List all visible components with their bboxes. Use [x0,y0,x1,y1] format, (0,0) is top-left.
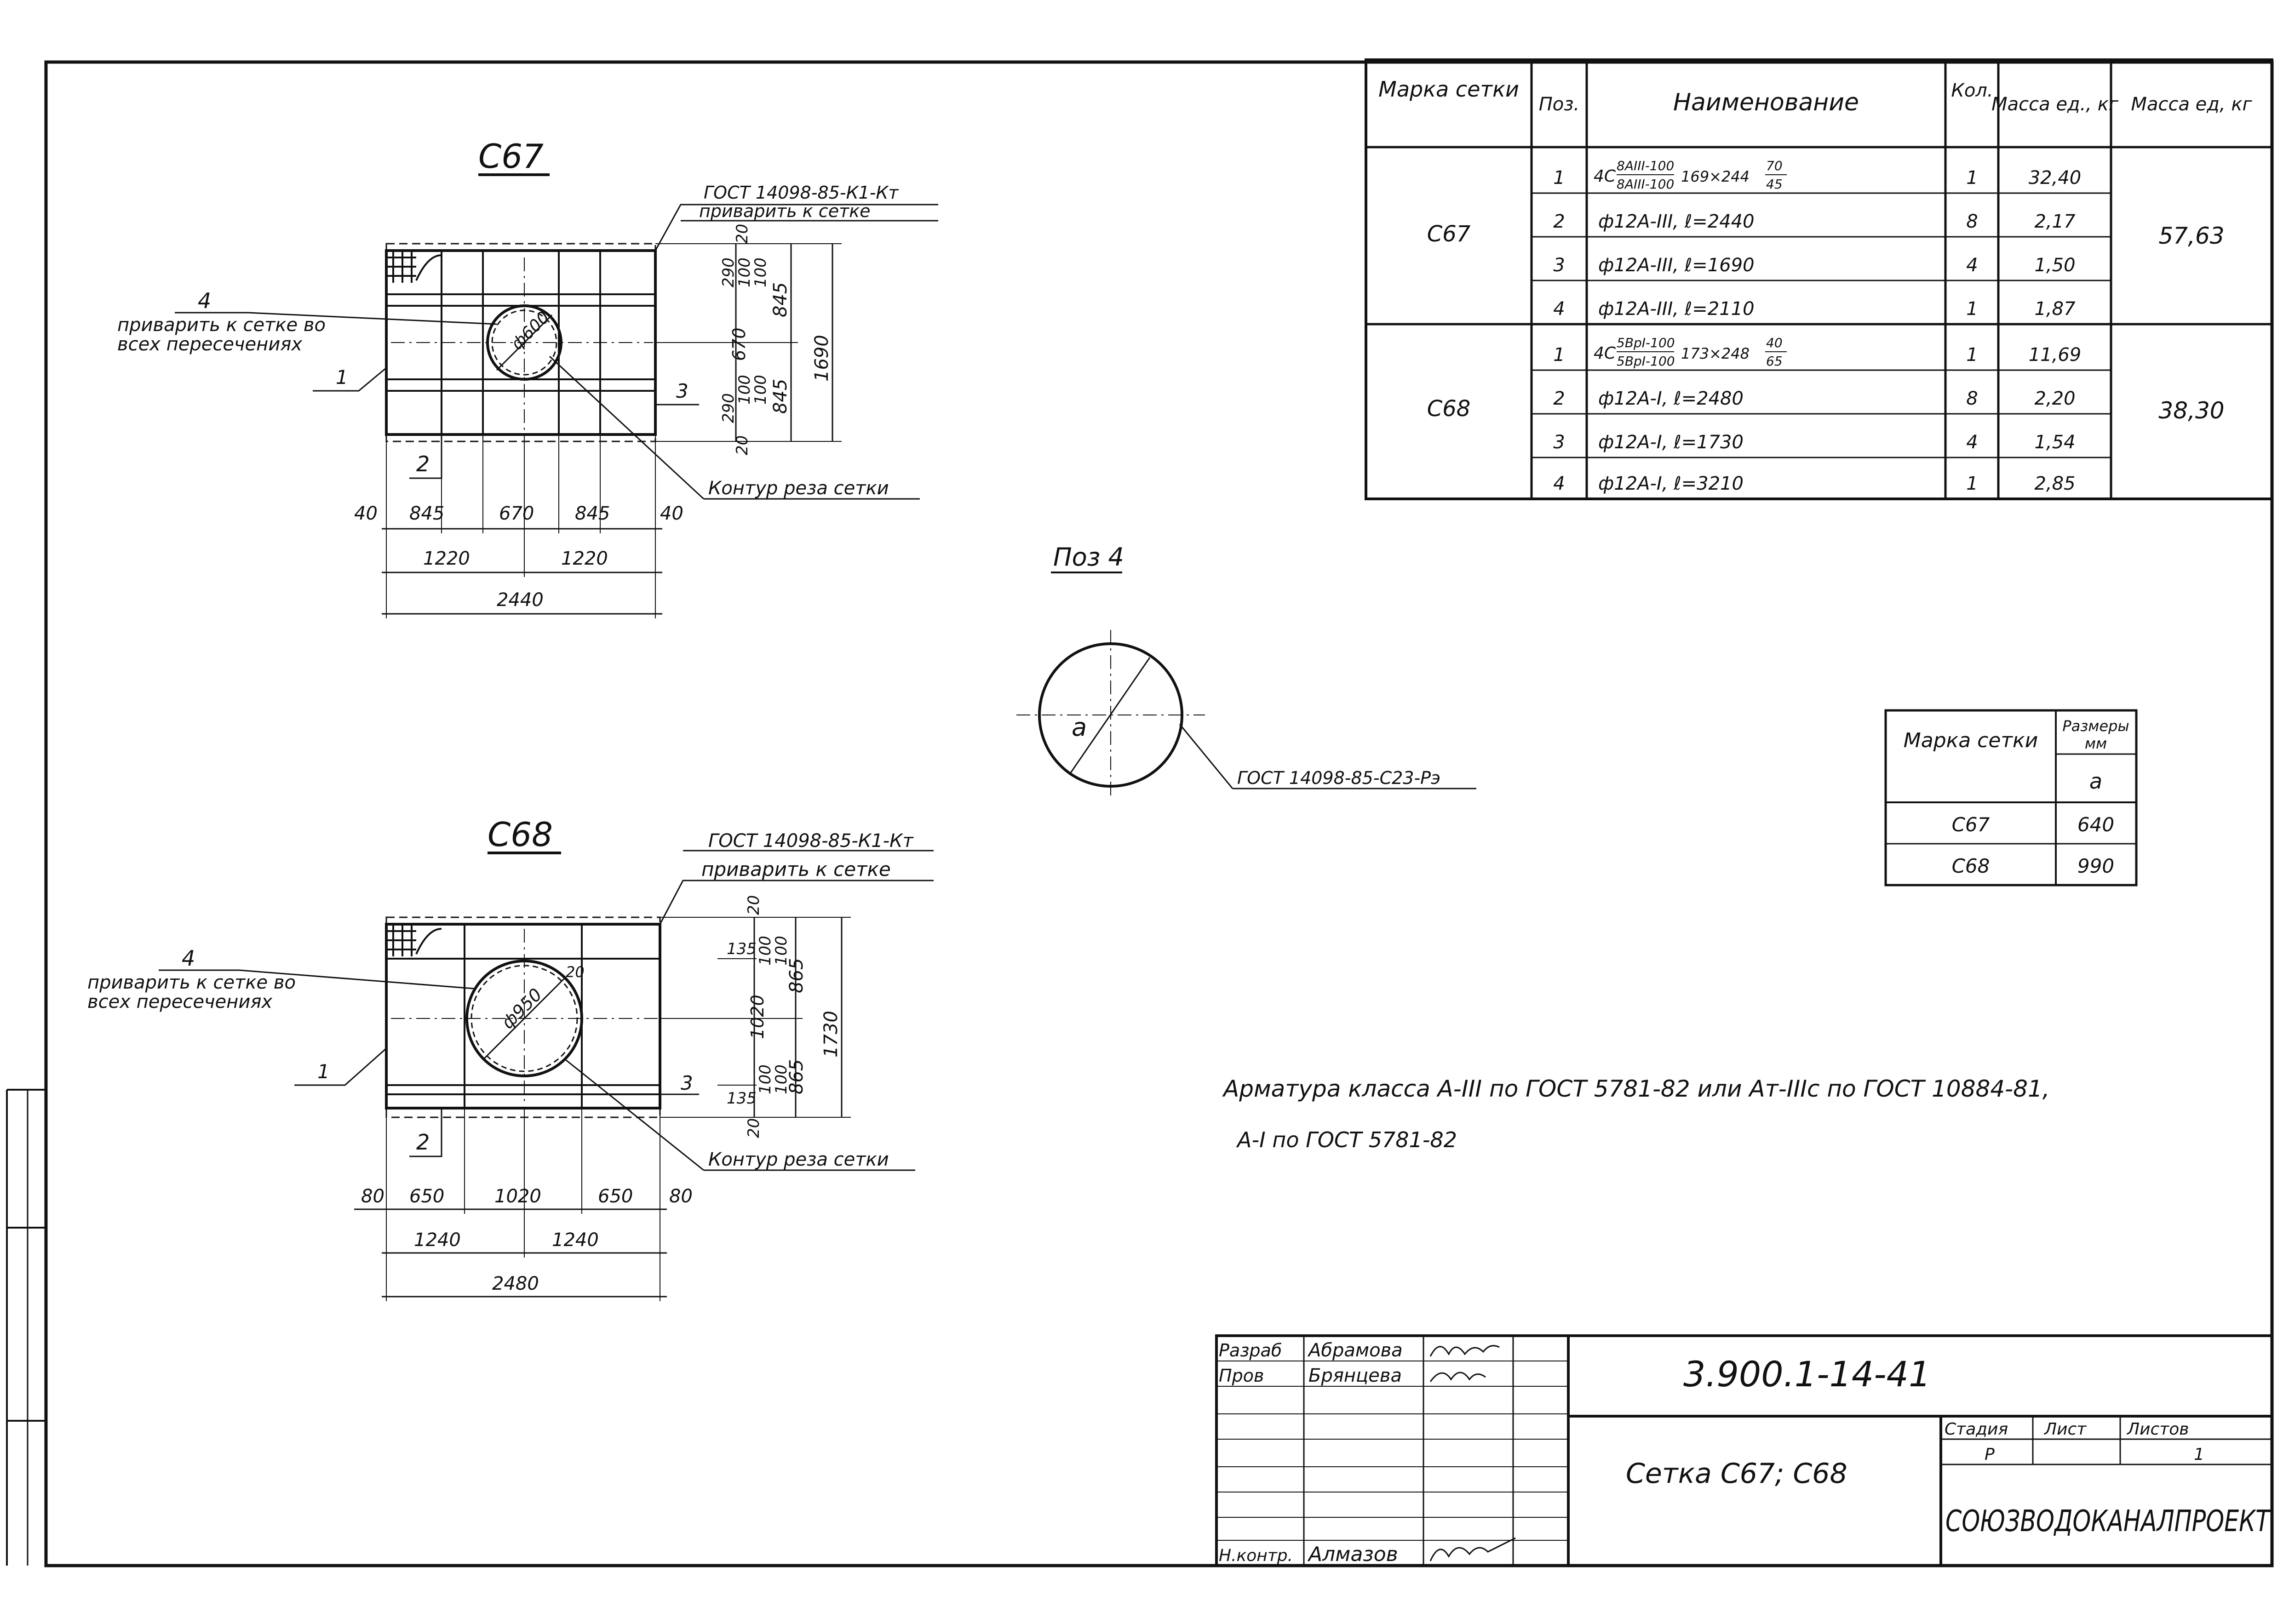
c67-title: С67 [478,137,544,176]
c67-dim-right: 290 [719,257,738,287]
c68-dim-right: 20 [745,1118,763,1138]
spec-name-num: 5ВрI-100 [1617,335,1675,350]
pos4-gost: ГОСТ 14098-85-С23-Рэ [1237,768,1440,788]
tb-sheets-label: Листов [2127,1420,2189,1439]
spec-total-c67: 57,63 [2158,223,2225,249]
c67-dim-total: 2440 [497,589,544,611]
size-header-mark: Марка сетки [1903,729,2038,752]
spec-mass: 11,69 [2028,344,2082,366]
spec-name-pre: 4С [1594,344,1616,363]
c67-pos4-note-1: приварить к сетке во [117,315,326,336]
spec-mass: 32,40 [2028,167,2082,189]
spec-mass: 1,54 [2034,432,2076,453]
note-line-2: А-I по ГОСТ 5781-82 [1237,1127,1457,1152]
c68-cut-contour: Контур реза сетки [708,1149,889,1170]
spec-pos: 1 [1553,344,1565,366]
c68-hole-dia: ф950 [497,984,546,1033]
size-a: 990 [2077,855,2115,877]
c68-dim-half: 1240 [552,1229,599,1251]
tb-razrab-name: Абрамова [1308,1340,1403,1361]
c67-dim-right: 670 [729,327,749,361]
tb-doc-number: 3.900.1-14-41 [1683,1354,1931,1395]
c68-pos4-note-2: всех пересечениях [87,991,273,1012]
c67-pos1-label: 1 [336,366,348,389]
c68-dim-right: 1020 [747,995,768,1039]
spec-name-den: 8АIII-100 [1617,177,1675,192]
c68-dim-right: 20 [745,895,763,915]
tb-stage: Р [1985,1445,1995,1464]
signature-nkontr [1430,1538,1515,1561]
spec-header-mark: Марка сетки [1378,77,1519,102]
spec-header-qty: Кол. [1951,80,1993,101]
spec-header-pos: Поз. [1538,94,1580,115]
c67-pos2-label: 2 [416,452,430,476]
c68-dim-bottom: 80 [361,1186,384,1207]
c67-cut-contour: Контур реза сетки [708,478,889,499]
spec-mark-c67: С67 [1427,221,1471,247]
c68-arc-20: 20 [566,963,585,981]
spec-qty: 8 [1966,388,1978,409]
c68-dim-right-mid: 865 [786,1059,807,1094]
spec-table [1366,60,2272,499]
pos4-dim-a: а [1072,713,1087,742]
c67-dim-bottom: 40 [354,503,378,524]
signature-razrab [1430,1346,1499,1356]
spec-name-fden: 65 [1766,354,1783,369]
tb-sheet-label: Лист [2044,1420,2087,1439]
spec-mass: 2,20 [2034,388,2076,409]
spec-pos: 3 [1553,432,1565,453]
c67-dim-half: 1220 [423,548,470,569]
tb-sheet-title: Сетка С67; С68 [1626,1458,1847,1490]
spec-header-mass-unit: Масса ед., кг [1991,94,2118,115]
tb-org: СОЮЗВОДОКАНАЛПРОЕКТ [1945,1504,2272,1538]
c68-dim-right: 135 [727,1089,757,1108]
size-mark: С68 [1951,855,1990,877]
spec-pos: 2 [1553,211,1565,232]
spec-name-fnum: 40 [1766,335,1783,350]
c68-title: С68 [488,815,553,854]
spec-qty: 4 [1966,432,1978,453]
c68-dim-half: 1240 [414,1229,461,1251]
c67-gost-label: ГОСТ 14098-85-К1-Кт [704,183,899,203]
spec-total-c68: 38,30 [2158,397,2225,424]
spec-pos: 1 [1553,167,1565,189]
c68-pos2-label: 2 [416,1130,430,1155]
note-line-1: Арматура класса А-III по ГОСТ 5781-82 или Ат-IIIс по ГОСТ 10884-81, [1223,1075,2050,1102]
spec-header-mass-total: Масса ед, кг [2131,94,2252,115]
pos4-title: Поз 4 [1053,543,1124,572]
c68-dim-bottom: 80 [669,1186,693,1207]
c68-dim-total: 2480 [492,1273,539,1294]
c67-dim-half: 1220 [561,548,608,569]
c68-dim-right-mid: 865 [786,958,807,993]
sheet-frame [46,62,2272,1566]
c67-dim-right: 100 [752,257,770,287]
tb-sheets: 1 [2194,1445,2204,1464]
spec-pos: 2 [1553,388,1565,409]
spec-mass: 2,17 [2034,211,2076,232]
c68-dim-right-total: 1730 [820,1011,842,1058]
c67-dim-bottom: 845 [409,503,445,524]
c68-pos4-label: 4 [182,946,195,971]
c68-corner-grid [386,924,442,956]
spec-name: ф12А-I, ℓ=2480 [1598,388,1744,409]
spec-mass: 1,87 [2034,298,2076,320]
spec-name-mid: 169×244 [1681,168,1750,185]
c67-dim-right: 20 [733,435,752,455]
spec-qty: 1 [1966,167,1978,189]
c68-dim-right: 100 [772,936,791,966]
pos4-detail [1016,543,1476,800]
c67-weld-label: приварить к сетке [699,201,871,221]
mesh-c67-drawing [117,137,938,618]
c67-pos4-note-2: всех пересечениях [117,334,303,355]
c68-dim-bottom: 1020 [494,1186,541,1207]
spec-name-den: 5ВрI-100 [1617,354,1675,369]
mesh-c68-drawing [87,815,934,1301]
c68-pos4-note-1: приварить к сетке во [87,972,296,993]
tb-razrab-label: Разраб [1219,1340,1282,1361]
spec-name: ф12А-III, ℓ=2110 [1598,298,1755,320]
spec-pos: 4 [1553,298,1565,320]
c68-dim-bottom: 650 [598,1186,633,1207]
c67-dim-right-mid: 845 [770,282,791,317]
c68-weld-label: приварить к сетке [701,858,891,881]
c67-dim-right: 100 [752,375,770,405]
c67-pos4-label: 4 [198,288,212,313]
c68-dim-bottom: 650 [409,1186,445,1207]
tb-stage-label: Стадия [1945,1420,2008,1439]
size-header-sizes: Размеры [2062,717,2129,735]
c67-dim-right: 100 [735,375,754,405]
c67-corner-grid [386,251,442,283]
spec-qty: 4 [1966,255,1978,276]
c67-hole-dia: ф600 [507,308,554,354]
size-header-mm: мм [2084,735,2107,752]
spec-qty: 1 [1966,298,1978,320]
tb-prov-name: Брянцева [1308,1365,1402,1386]
signature-prov [1430,1372,1486,1382]
c68-gost-label: ГОСТ 14098-85-К1-Кт [708,830,913,852]
spec-name-fden: 45 [1766,177,1783,192]
spec-header-name: Наименование [1673,89,1859,116]
c68-dim-right: 100 [772,1064,791,1094]
tb-nkontr-label: Н.контр. [1219,1546,1293,1565]
size-a: 640 [2077,813,2115,836]
c67-dim-right: 20 [733,223,752,244]
c68-dim-right: 100 [756,936,774,966]
spec-name-fnum: 70 [1766,158,1783,173]
c67-dim-right: 100 [735,257,754,287]
c67-dim-bottom: 670 [499,503,534,524]
spec-name: ф12А-I, ℓ=3210 [1598,473,1744,494]
spec-qty: 1 [1966,473,1978,494]
spec-qty: 8 [1966,211,1978,232]
c67-dim-bottom: 845 [575,503,610,524]
spec-name: ф12А-III, ℓ=2440 [1598,211,1755,232]
spec-pos: 3 [1553,255,1565,276]
spec-pos: 4 [1553,473,1565,494]
spec-name: ф12А-III, ℓ=1690 [1598,255,1755,276]
title-block [1216,1336,2272,1566]
spec-name-mid: 173×248 [1681,345,1750,362]
spec-mass: 2,85 [2034,473,2076,494]
c67-dim-bottom: 40 [660,503,683,524]
size-header-a: а [2089,769,2103,794]
spec-mass: 1,50 [2034,255,2076,276]
c67-dim-right: 290 [719,393,738,423]
spec-name: ф12А-I, ℓ=1730 [1598,432,1744,453]
size-table [1886,710,2136,885]
tb-prov-label: Пров [1219,1366,1264,1386]
c68-dim-right: 100 [756,1064,774,1094]
spec-name-pre: 4С [1594,167,1616,186]
spec-name-num: 8АIII-100 [1617,158,1675,173]
spec-mark-c68: С68 [1427,396,1471,422]
c68-pos3-label: 3 [681,1072,693,1094]
c67-dim-right-total: 1690 [811,335,832,382]
c67-pos3-label: 3 [676,380,688,402]
c68-pos1-label: 1 [317,1060,330,1083]
tb-nkontr-name: Алмазов [1308,1543,1398,1566]
size-mark: С67 [1951,813,1990,836]
spec-qty: 1 [1966,344,1978,366]
c67-dim-right-mid: 845 [770,378,791,414]
c68-dim-right: 135 [727,940,757,958]
